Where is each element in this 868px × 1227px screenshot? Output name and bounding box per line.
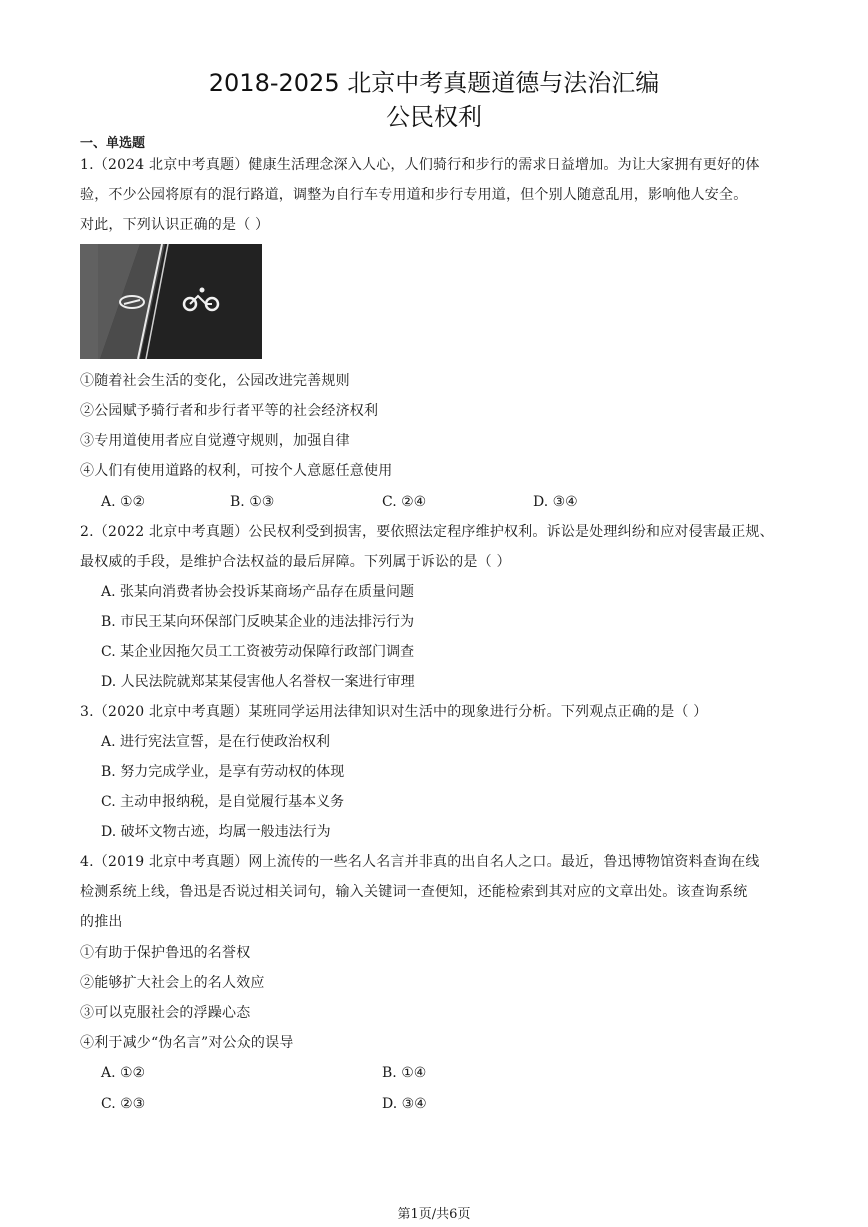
question-2-stem-line: 2.（2022 北京中考真题）公民权利受到损害，要依照法定程序维护权利。诉讼是处理纠纷和应对侵害最正规、 (80, 524, 774, 540)
question-1-option-b[interactable]: B. ①③ (230, 494, 275, 510)
question-1-option-a[interactable]: A. ①② (101, 494, 146, 510)
question-3-option-b[interactable]: B. 努力完成学业，是享有劳动权的体现 (101, 764, 345, 780)
question-3-option-a[interactable]: A. 进行宪法宣誓，是在行使政治权利 (101, 734, 331, 750)
section-heading: 一、单选题 (80, 136, 146, 151)
bike-lane-image (80, 244, 262, 359)
document-title: 2018-2025 北京中考真题道德与法治汇编 (208, 69, 660, 97)
question-4-stem-line: 4.（2019 北京中考真题）网上流传的一些名人名言并非真的出自名人之口。最近，鲁迅博物馆资料查询在线 (80, 854, 760, 870)
question-2-option-a[interactable]: A. 张某向消费者协会投诉某商场产品存在质量问题 (101, 584, 415, 600)
question-4-statement: ②能够扩大社会上的名人效应 (80, 975, 265, 991)
question-1-option-d[interactable]: D. ③④ (533, 494, 578, 510)
question-4-option-a[interactable]: A. ①② (101, 1065, 146, 1081)
question-1-statement: ②公园赋予骑行者和步行者平等的社会经济权利 (80, 403, 379, 419)
question-1-stem-line: 1.（2024 北京中考真题）健康生活理念深入人心，人们骑行和步行的需求日益增加。为让大家拥有更好的体 (80, 157, 760, 173)
question-2-option-c[interactable]: C. 某企业因拖欠员工工资被劳动保障行政部门调查 (101, 644, 415, 660)
question-1-statement: ④人们有使用道路的权利，可按个人意愿任意使用 (80, 463, 393, 479)
question-4-statement: ③可以克服社会的浮躁心态 (80, 1005, 251, 1021)
question-4-option-d[interactable]: D. ③④ (382, 1096, 427, 1112)
question-4-option-b[interactable]: B. ①④ (382, 1065, 427, 1081)
question-3-option-c[interactable]: C. 主动申报纳税，是自觉履行基本义务 (101, 794, 345, 810)
question-1-statement: ①随着社会生活的变化，公园改进完善规则 (80, 373, 350, 389)
question-2-option-d[interactable]: D. 人民法院就郑某某侵害他人名誉权一案进行审理 (101, 674, 415, 690)
question-4-statement: ①有助于保护鲁迅的名誉权 (80, 945, 251, 961)
question-1-stem-line: 对此，下列认识正确的是（ ） (80, 217, 270, 233)
question-1-stem-line: 验，不少公园将原有的混行路道，调整为自行车专用道和步行专用道，但个别人随意乱用，影响他人安全。 (80, 187, 748, 203)
question-4-statement: ④利于减少“伪名言”对公众的误导 (80, 1035, 294, 1051)
question-2-stem-line: 最权威的手段，是维护合法权益的最后屏障。下列属于诉讼的是（ ） (80, 554, 511, 570)
question-3-option-d[interactable]: D. 破坏文物古迹，均属一般违法行为 (101, 824, 331, 840)
question-4-stem-line: 检测系统上线，鲁迅是否说过相关词句，输入关键词一查便知，还能检索到其对应的文章出处。该查询系统 (80, 884, 748, 900)
document-subtitle: 公民权利 (386, 103, 482, 131)
question-3-stem-line: 3.（2020 北京中考真题）某班同学运用法律知识对生活中的现象进行分析。下列观点正确的是（ ） (80, 704, 708, 720)
question-4-stem-line: 的推出 (80, 914, 123, 930)
question-4-option-c[interactable]: C. ②③ (101, 1096, 146, 1112)
question-1-option-c[interactable]: C. ②④ (382, 494, 427, 510)
question-2-option-b[interactable]: B. 市民王某向环保部门反映某企业的违法排污行为 (101, 614, 415, 630)
page-number: 第1页/共6页 (397, 1207, 471, 1222)
question-1-statement: ③专用道使用者应自觉遵守规则，加强自律 (80, 433, 350, 449)
bike-lane-photo (80, 244, 262, 359)
